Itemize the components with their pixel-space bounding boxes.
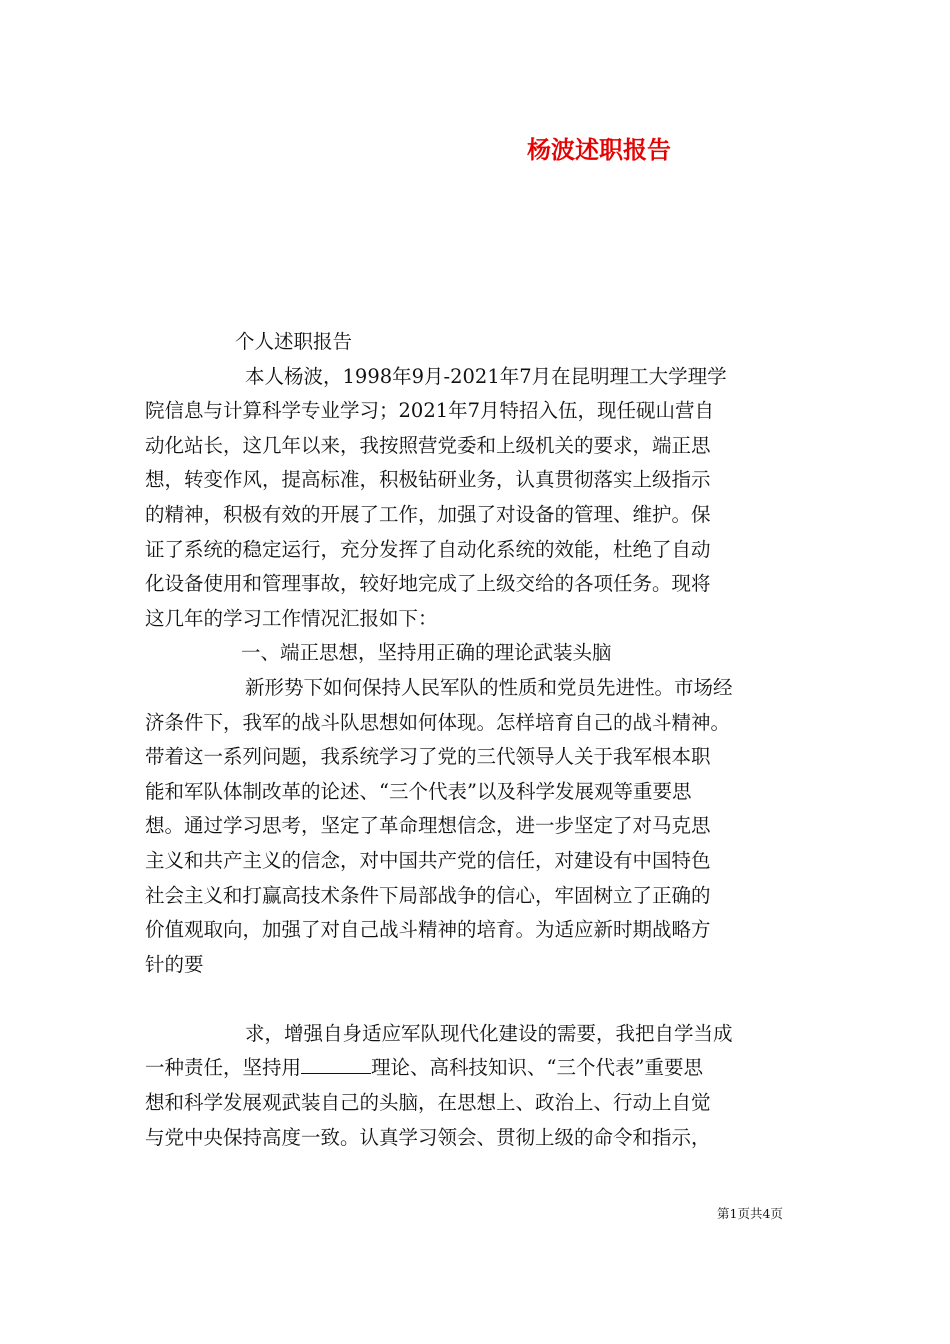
paragraph-line: 主义和共产主义的信念，对中国共产党的信任，对建设有中国特色 — [145, 848, 711, 872]
paragraph-line: 想，转变作风，提高标准，积极钻研业务，认真贯彻落实上级指示 — [145, 468, 711, 492]
page-number: 第1页共4页 — [717, 1206, 783, 1221]
paragraph-line: 新形势下如何保持人民军队的性质和党员先进性。市场经 — [245, 675, 733, 699]
paragraph-line: 的精神，积极有效的开展了工作，加强了对设备的管理、维护。保 — [145, 502, 711, 526]
section-heading: 一、端正思想，坚持用正确的理论武装头脑 — [241, 641, 612, 665]
paragraph-line: 院信息与计算科学专业学习；2021年7月特招入伍，现任砚山营自 — [145, 399, 715, 423]
paragraph-line: 化设备使用和管理事故，较好地完成了上级交给的各项任务。现将 — [145, 572, 711, 596]
paragraph-line-with-blank — [145, 1051, 805, 1086]
paragraph-line: 想和科学发展观武装自己的头脑，在思想上、政治上、行动上自觉 — [145, 1091, 711, 1115]
paragraph-line: 带着这一系列问题，我系统学习了党的三代领导人关于我军根本职 — [145, 745, 711, 769]
paragraph-line: 这几年的学习工作情况汇报如下： — [145, 606, 438, 630]
line-start: 一种责任，坚持用 — [145, 1056, 302, 1080]
document-body — [145, 325, 805, 1155]
paragraph-line: 求，增强自身适应军队现代化建设的需要，我把自学当成 — [245, 1021, 733, 1045]
paragraph-line: 本人杨波，1998年9月-2021年7月在昆明理工大学理学 — [245, 364, 727, 388]
page-footer — [0, 1205, 950, 1223]
paragraph-line: 价值观取向，加强了对自己战斗精神的培育。为适应新时期战略方 — [145, 918, 711, 942]
line-end: 理论、高科技知识、“三个代表”重要思 — [371, 1056, 703, 1080]
paragraph-line: 济条件下，我军的战斗队思想如何体现。怎样培育自己的战斗精神。 — [145, 710, 731, 734]
paragraph-line: 想。通过学习思考，坚定了革命理想信念，进一步坚定了对马克思 — [145, 814, 711, 838]
paragraph-line: 动化站长，这几年以来，我按照营党委和上级机关的要求，端正思 — [145, 433, 711, 457]
paragraph-line: 与党中央保持高度一致。认真学习领会、贯彻上级的命令和指示， — [145, 1125, 711, 1149]
paragraph-line: 针的要 — [145, 952, 204, 976]
paragraph-line: 能和军队体制改革的论述、“三个代表”以及科学发展观等重要思 — [145, 779, 692, 803]
paragraph-line: 证了系统的稳定运行，充分发挥了自动化系统的效能，杜绝了自动 — [145, 537, 711, 561]
subtitle: 个人述职报告 — [235, 330, 353, 353]
document-title — [0, 132, 950, 168]
document-title-text: 杨波述职报告 — [527, 135, 671, 164]
fill-in-blank — [301, 1055, 371, 1074]
paragraph-line: 社会主义和打赢高技术条件下局部战争的信心，牢固树立了正确的 — [145, 883, 711, 907]
paragraph-gap — [145, 982, 805, 1017]
